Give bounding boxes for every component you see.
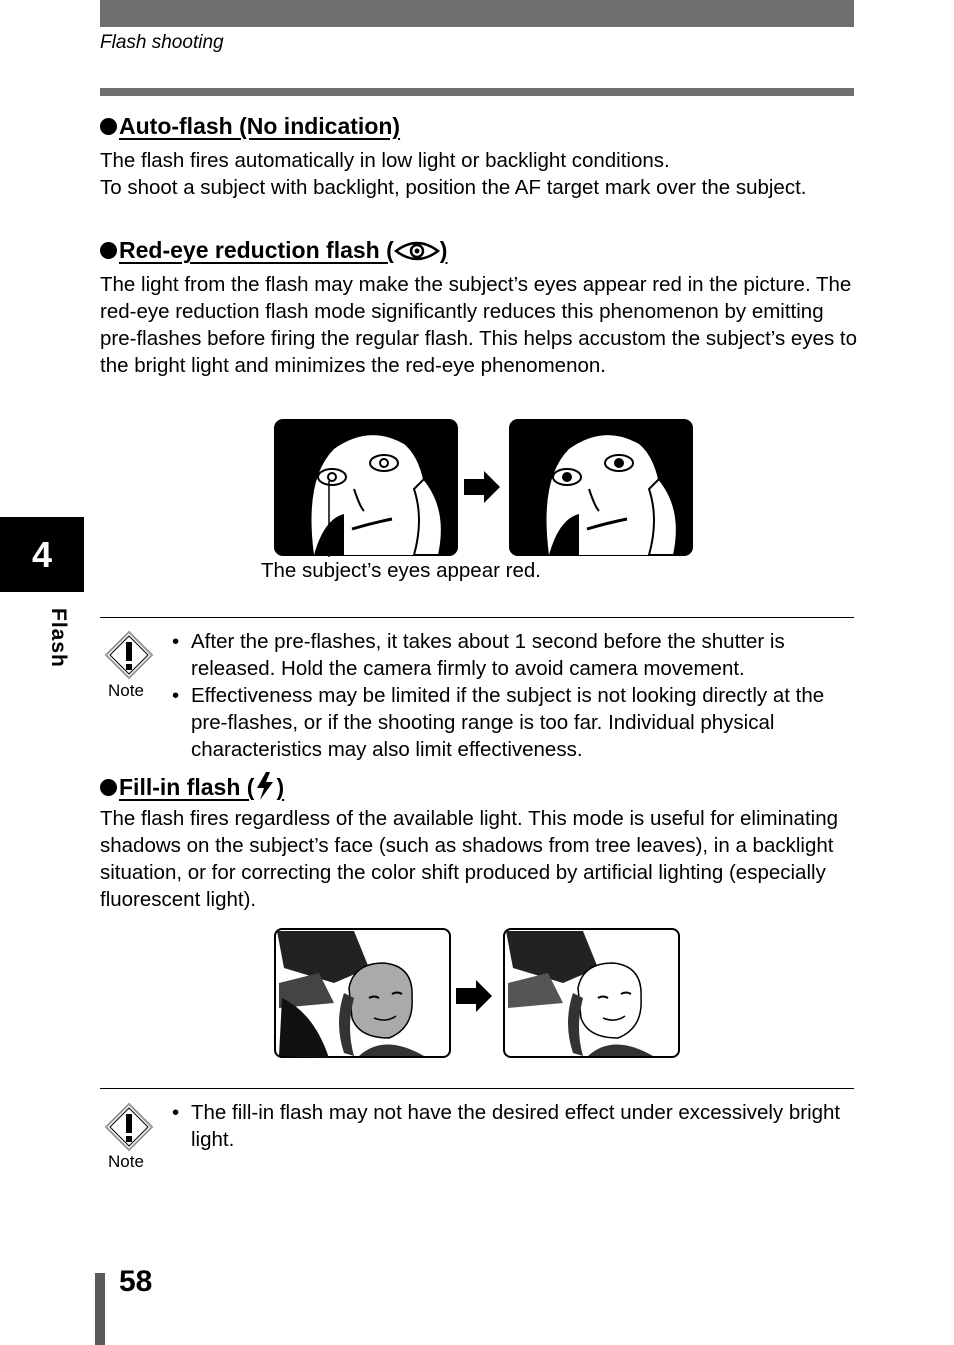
face-after-image xyxy=(510,420,692,555)
portrait-after-image xyxy=(504,929,679,1057)
red-eye-heading: Red-eye reduction flash ( ) xyxy=(100,237,447,264)
fill-in-illustration xyxy=(274,928,682,1060)
page-number: 58 xyxy=(119,1265,153,1298)
red-eye-caption: The subject’s eyes appear red. xyxy=(261,559,541,582)
note-list xyxy=(172,1099,862,1153)
note-label: Note xyxy=(108,1152,144,1171)
fill-in-text: The flash fires regardless of the available light. This mode is useful for eliminating shadows on the subject’s face (such as shadows from tree leaves), in a backlight situation, or for correcting the color shift produced by artificial lighting (especially fluorescent light). xyxy=(100,807,838,911)
note-divider xyxy=(100,617,854,618)
note-divider xyxy=(100,1088,854,1089)
red-eye-icon xyxy=(394,239,440,263)
bullet-icon xyxy=(100,779,117,796)
auto-flash-text: The flash fires automatically in low light or backlight conditions. To shoot a subject with backlight, position the AF target mark over the subject. xyxy=(100,149,807,199)
auto-flash-heading: Auto-flash (No indication) xyxy=(100,113,400,140)
chapter-tab[interactable]: 4 xyxy=(0,517,84,592)
arrow-icon xyxy=(464,471,500,503)
red-eye-illustration xyxy=(274,419,694,559)
portrait-before-image xyxy=(275,929,450,1058)
warning-icon xyxy=(104,1102,154,1152)
header-bar xyxy=(100,0,854,27)
chapter-label: Flash xyxy=(47,608,70,668)
page-number-bar xyxy=(95,1273,105,1345)
bullet-icon xyxy=(100,118,117,135)
warning-icon xyxy=(104,630,154,680)
flash-icon xyxy=(254,771,276,801)
note-item: • After the pre-flashes, it takes about 1 second before the shutter is released. Hold the camera firmly to avoid camera movement. xyxy=(172,628,862,682)
header-rule xyxy=(100,88,854,96)
red-eye-text: The light from the flash may make the subject’s eyes appear red in the picture. The red-eye reduction flash mode significantly reduces this phenomenon by emitting pre-flashes before firing the regular flash. This helps accustom the subject’s eyes to the bright light and minimizes the red-eye phenomenon. xyxy=(100,273,857,377)
header-title: Flash shooting xyxy=(100,32,224,53)
bullet-icon xyxy=(100,242,117,259)
note-item: • The fill-in flash may not have the desired effect under excessively bright light. xyxy=(172,1099,862,1153)
note-list xyxy=(172,628,862,763)
note-label: Note xyxy=(108,681,144,700)
arrow-icon xyxy=(456,980,492,1012)
fill-in-heading: Fill-in flash ( ) xyxy=(100,771,284,801)
face-before-image xyxy=(275,420,457,557)
note-item: • Effectiveness may be limited if the subject is not looking directly at the pre-flashes, or if the shooting range is too far. Individual physical characteristics may also limit effectiveness. xyxy=(172,682,862,763)
